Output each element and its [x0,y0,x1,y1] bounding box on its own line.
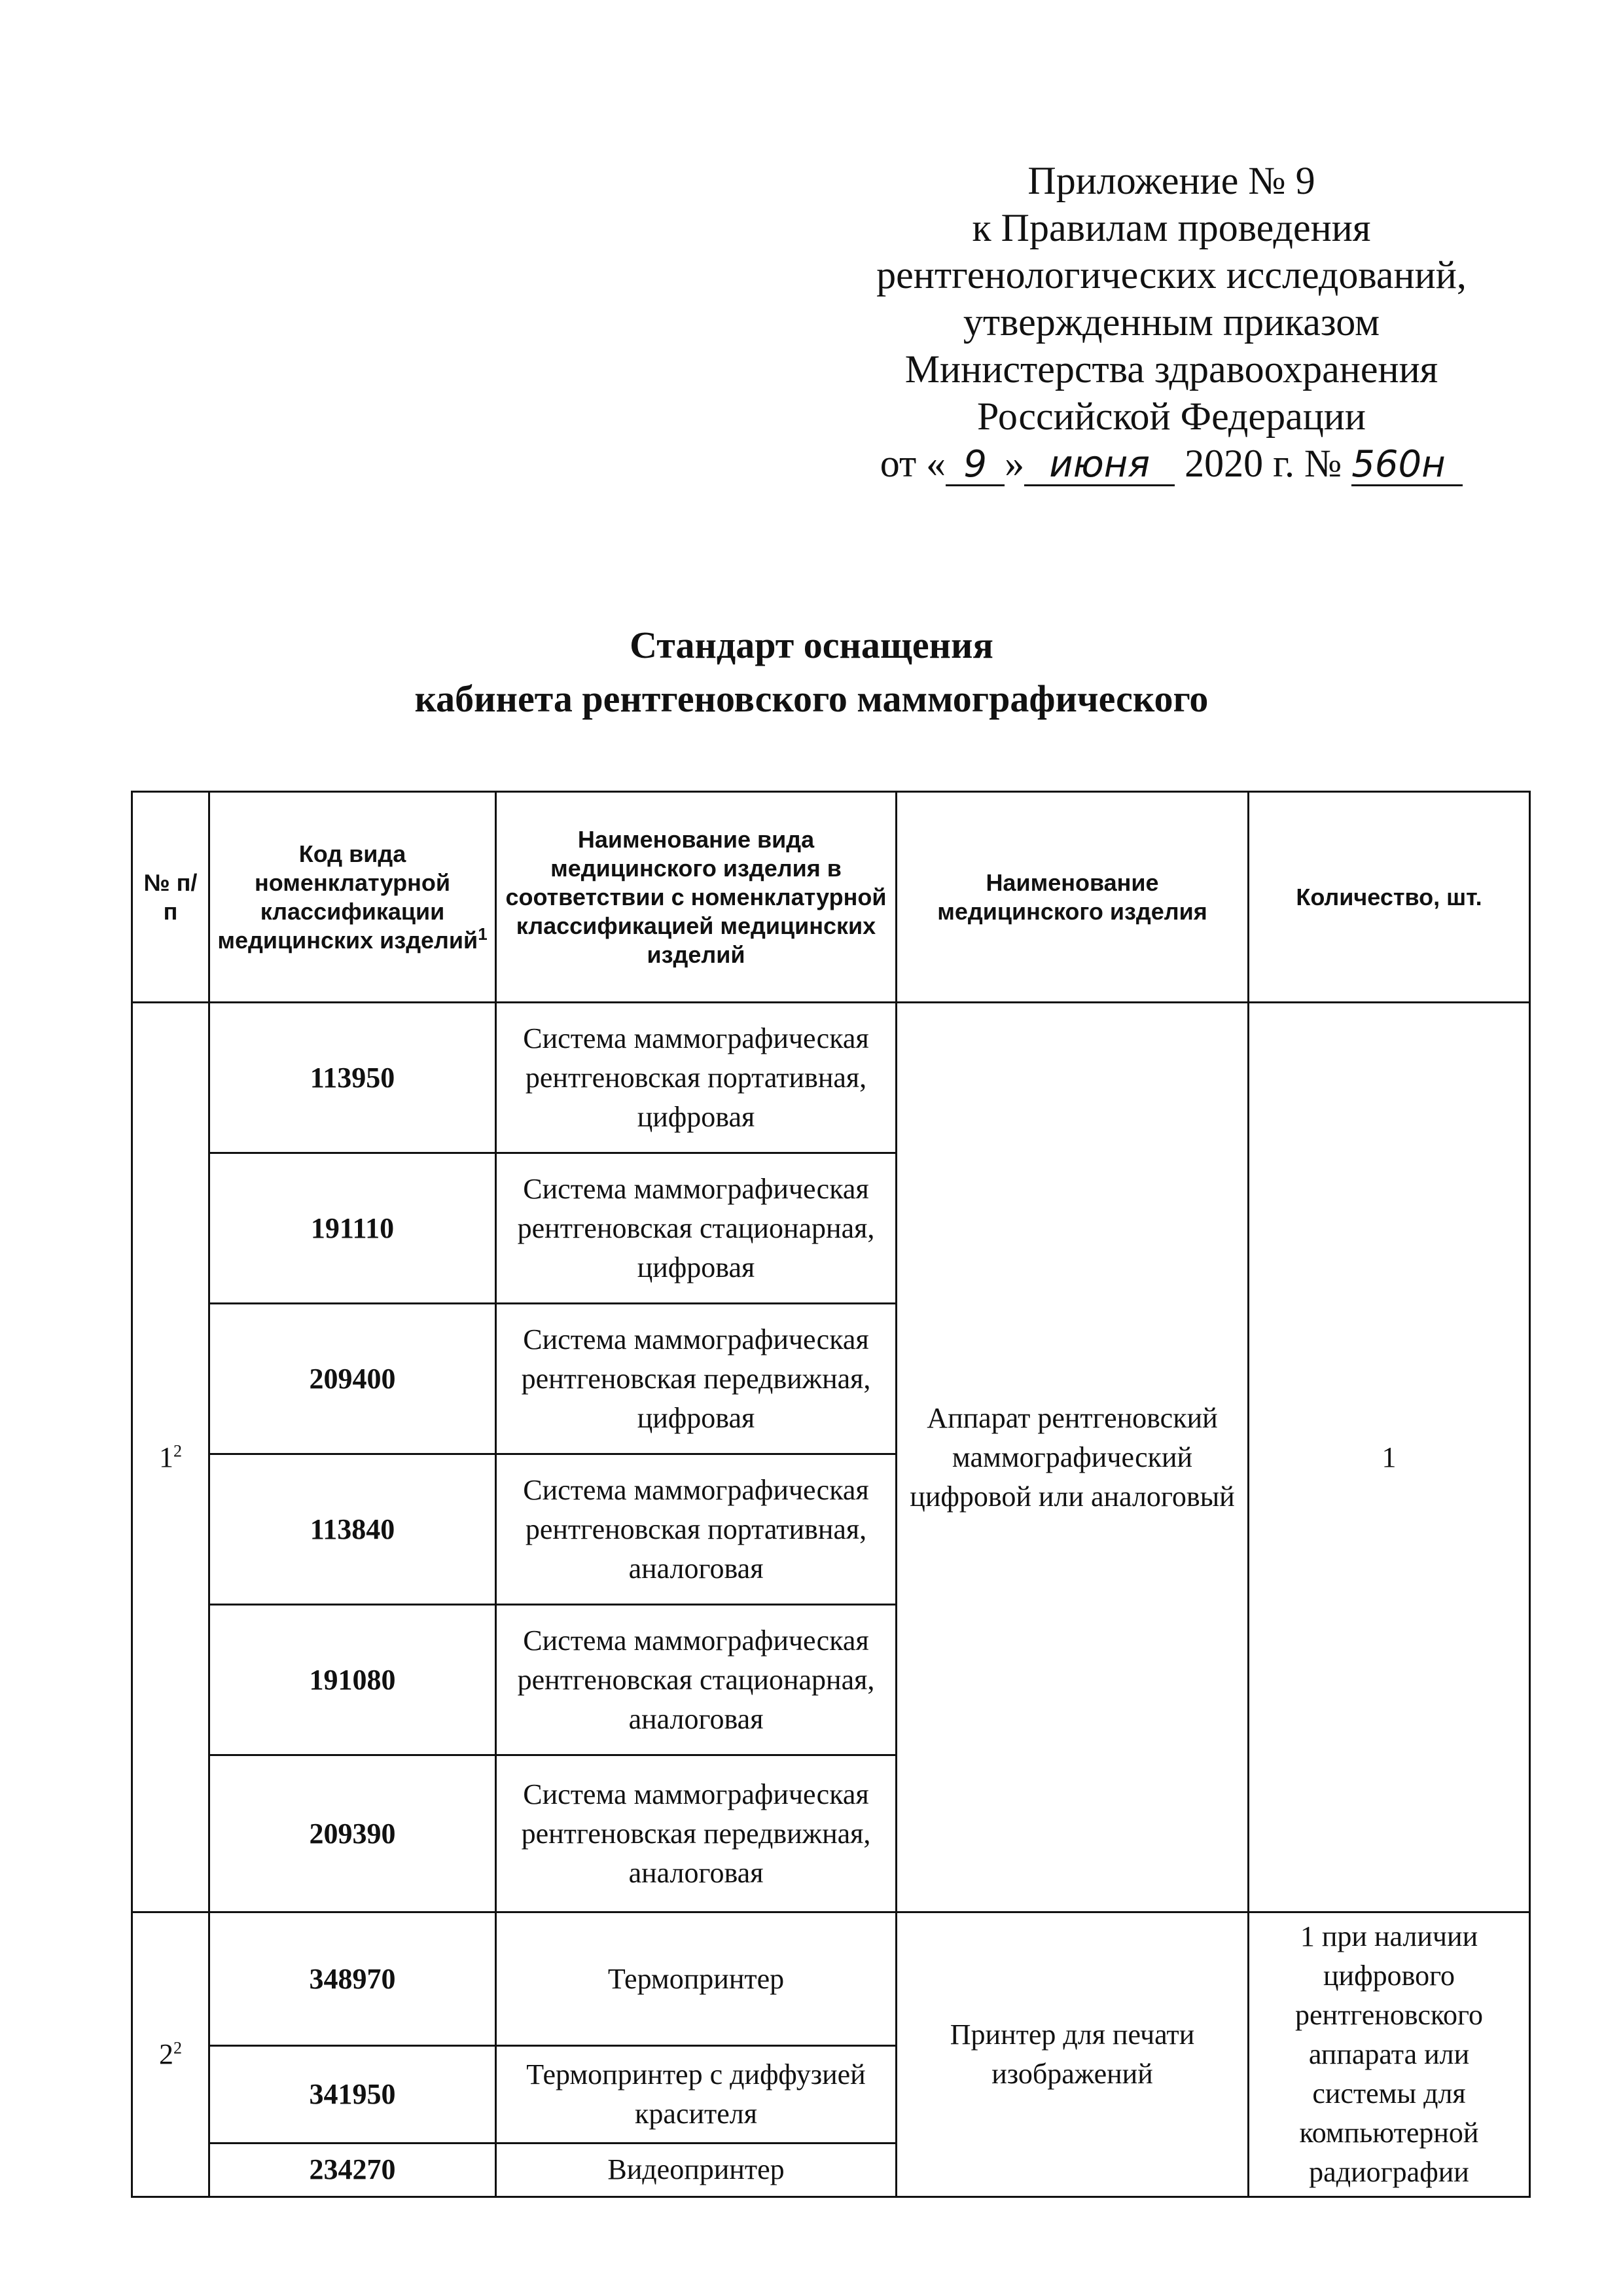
appendix-rules-subject: рентгенологических исследований, [876,253,1467,296]
group2-quantity: 1 при наличии цифрового рентгеновского аппарата или системы для компьютерной радиографии [1249,1912,1530,2197]
appendix-header [838,157,1505,487]
classification-name-cell: Система маммографическая рентгеновская стационарная, цифровая [496,1153,897,1304]
classification-name-cell: Система маммографическая рентгеновская передвижная, аналоговая [496,1755,897,1912]
group1-device-name: Аппарат рентгеновский маммографический цифровой или аналоговый [897,1003,1249,1912]
classification-name-cell: Система маммографическая рентгеновская портативная, цифровая [496,1003,897,1153]
group1-footnote-marker: 2 [173,1441,182,1460]
code-cell: 348970 [209,1912,496,2046]
title-line-1: Стандарт оснащения [630,624,993,666]
header-name-by-classification: Наименование вида медицинского изделия в соответствии с номенклатурной классификацией медицинских изделий [496,792,897,1003]
header-device-name: Наименование медицинского изделия [897,792,1249,1003]
header-quantity: Количество, шт. [1249,792,1530,1003]
group1-num-text: 1 [159,1441,173,1473]
header-num: № п/п [132,792,209,1003]
group2-footnote-marker: 2 [173,2038,182,2058]
code-cell: 341950 [209,2046,496,2143]
date-prefix: от « [880,442,946,485]
classification-name-cell: Система маммографическая рентгеновская передвижная, цифровая [496,1304,897,1454]
group2-num-text: 2 [159,2038,173,2070]
group1-num [132,1003,209,1912]
equipment-standard-table [131,791,1531,2198]
code-cell: 209400 [209,1304,496,1454]
code-cell: 191110 [209,1153,496,1304]
header-code [209,792,496,1003]
order-date-line [838,440,1505,487]
table-row [132,1912,1530,2046]
group1-quantity: 1 [1249,1003,1530,1912]
document-title [0,619,1623,726]
classification-name-cell: Видеопринтер [496,2143,897,2197]
code-cell: 234270 [209,2143,496,2197]
table-header-row [132,792,1530,1003]
date-mid: » [1005,442,1025,485]
classification-name-cell: Термопринтер с диффузией красителя [496,2046,897,2143]
classification-name-cell: Система маммографическая рентгеновская стационарная, аналоговая [496,1605,897,1755]
group2-device-name: Принтер для печати изображений [897,1912,1249,2197]
code-cell: 209390 [209,1755,496,1912]
classification-name-cell: Система маммографическая рентгеновская портативная, аналоговая [496,1454,897,1605]
appendix-approved-by: утвержденным приказом [963,300,1380,344]
appendix-rules-ref: к Правилам проведения [972,206,1371,249]
header-code-text: Код вида номенклатурной классификации медицинских изделий [217,840,478,954]
code-cell: 191080 [209,1605,496,1755]
title-line-2: кабинета рентгеновского маммографического [414,677,1209,720]
classification-name-cell: Термопринтер [496,1912,897,2046]
date-year: 2020 г. № [1185,442,1342,485]
appendix-ministry: Министерства здравоохранения [904,348,1438,391]
group2-num [132,1912,209,2197]
table-row [132,1003,1530,1153]
handwritten-day: 9 [946,445,1005,486]
handwritten-order-number: 560н [1351,445,1463,486]
code-cell: 113840 [209,1454,496,1605]
code-cell: 113950 [209,1003,496,1153]
appendix-number: Приложение № 9 [1027,159,1315,202]
appendix-country: Российской Федерации [976,395,1366,438]
handwritten-month: июня [1024,445,1175,486]
footnote-1-marker: 1 [478,924,488,944]
